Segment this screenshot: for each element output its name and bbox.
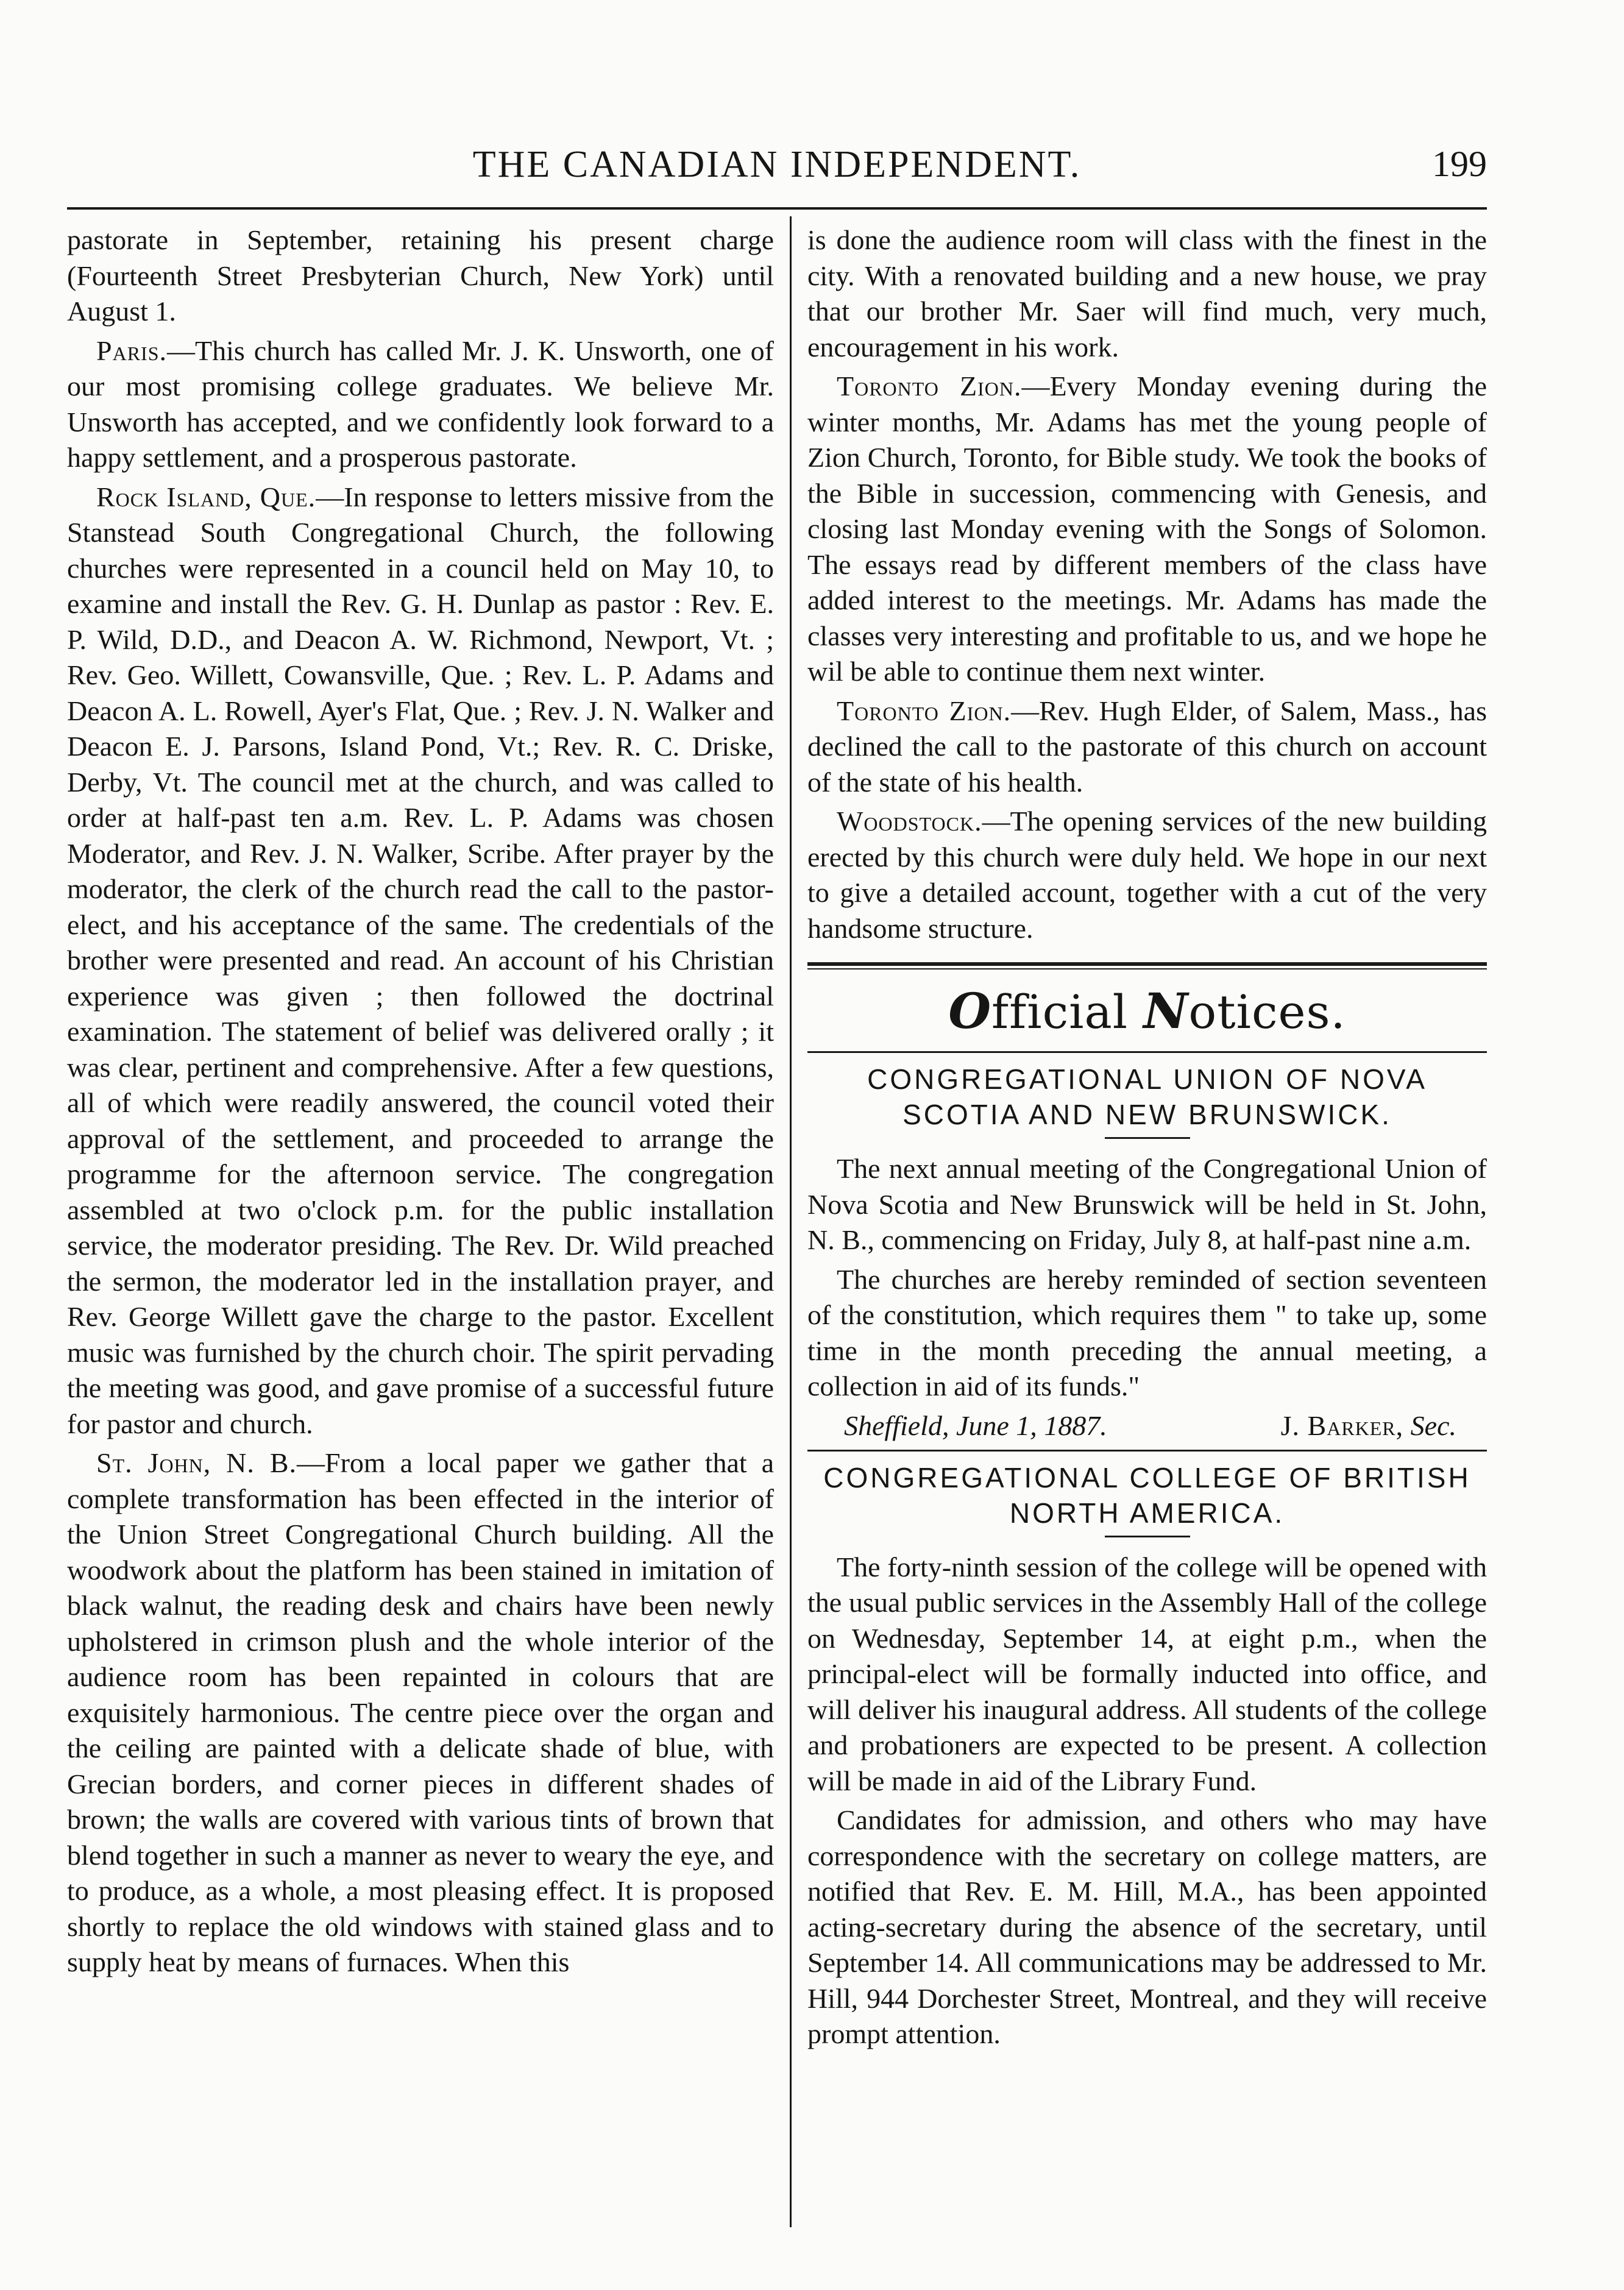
item-lead: St. John, N. B. xyxy=(96,1447,297,1478)
signature-person: J. Barker, xyxy=(1280,1409,1404,1441)
notice-heading xyxy=(807,1062,1487,1132)
item-text: —Every Monday evening during the winter months, Mr. Adams has met the young people of Zion Church, Toronto, for Bible study. We took the books of the Bible in succession, commencing with Genesis, and closing last Monday evening with the Songs of Solomon. The essays read by different members of the class have added interest to the meetings. Mr. Adams has made the classes very interesting and profitable to us, and we hope he wil be able to continue them next winter. xyxy=(807,370,1487,687)
title-initial: N xyxy=(1143,982,1189,1040)
notice-heading-line: SCOTIA AND NEW BRUNSWICK. xyxy=(902,1099,1392,1130)
item-text: —Rev. Hugh Elder, of Salem, Mass., has declined the call to the pastorate of this church on account of the state of his health. xyxy=(807,695,1487,798)
column-divider xyxy=(790,216,792,2227)
title-text: otices. xyxy=(1188,985,1346,1039)
title-initial: O xyxy=(948,982,992,1040)
page-number: 199 xyxy=(1432,144,1487,184)
notice-heading-line: NORTH AMERICA. xyxy=(1009,1497,1285,1529)
notice-paragraph: The churches are hereby reminded of section seventeen of the constitution, which requires them " to take up, some time in the month preceding the annual meeting, a collection in aid of its funds." xyxy=(807,1263,1487,1402)
left-column xyxy=(67,222,774,1984)
item-text: —From a local paper we gather that a complete transformation has been effected in the interior of the Union Street Congregational Church building. All the woodwork about the platform has been stained in imitation of black walnut, the reading desk and chairs have been newly upholstered in crimson plush and the whole interior of the audience room has been repainted in colours that are exquisitely harmonious. The centre piece over the organ and the ceiling are painted with a delicate shade of blue, with Grecian borders, and corner pieces in different shades of brown; the walls are covered with various tints of brown that blend together in such a manner as never to weary the eye, and to produce, as a whole, a most pleasing effect. It is proposed shortly to replace the old windows with stained glass and to supply heat by means of furnaces. When this xyxy=(67,1447,774,1977)
official-notices-title xyxy=(807,982,1487,1041)
notice-paragraph: The forty-ninth session of the college will be opened with the usual public services in the Assembly Hall of the college on Wednesday, September 14, at eight p.m., when the principal-elect will be formally inducted into office, and will deliver his inaugural address. All students of the college and probationers are expected to be present. A collection will be made in aid of the Library Fund. xyxy=(807,1551,1487,1796)
notice-paragraph: Candidates for admission, and others who may have correspondence with the secretary on college matters, are notified that Rev. E. M. Hill, M.A., has been appointed acting-secretary during the absence of the secretary, until September 14. All communications may be addressed to Mr. Hill, 944 Dorchester Street, Montreal, and they will receive prompt attention. xyxy=(807,1804,1487,2049)
article-continuation: is done the audience room will class with the finest in the city. With a renovated building and a new house, we pray that our brother Mr. Saer will find much, very much, encouragement in his work. xyxy=(807,224,1487,363)
notice-heading-line: CONGREGATIONAL UNION OF NOVA xyxy=(867,1063,1427,1095)
section-divider xyxy=(807,962,1487,970)
short-rule xyxy=(1105,1536,1190,1537)
item-lead: Paris. xyxy=(96,335,167,366)
news-item-toronto-zion-1 xyxy=(807,369,1487,690)
notice-nova-scotia-union xyxy=(807,1062,1487,1444)
signature-place-date: Sheffield, June 1, 1887. xyxy=(844,1409,1107,1441)
article-continuation: pastorate in September, retaining his present charge (Fourteenth Street Presbyterian Church, New York) until August 1. xyxy=(67,224,774,327)
item-lead: Toronto Zion. xyxy=(837,695,1012,726)
item-lead: Rock Island, Que. xyxy=(96,481,316,512)
news-item-paris xyxy=(67,333,774,476)
item-lead: Toronto Zion. xyxy=(837,370,1022,402)
item-text: —In response to letters missive from the Stanstead South Congregational Church, the following churches were represented in a council held on May 10, to examine and install the Rev. G. H. Dunlap as pastor : Rev. E. P. Wild, D.D., and Deacon A. W. Richmond, Newport, Vt. ; Rev. Geo. Willett, Cowansville, Que. ; Rev. L. P. Adams and Deacon A. L. Rowell, Ayer's Flat, Que. ; Rev. J. N. Walker and Deacon E. J. Parsons, Island Pond, Vt.; Rev. R. C. Driske, Derby, Vt. The council met at the church, and was called to order at half-past ten a.m. Rev. L. P. Adams was chosen Moderator, and Rev. J. N. Walker, Scribe. After prayer by the moderator, the clerk of the church read the call to the pastor-elect, and his acceptance of the same. The credentials of the brother were presented and read. An account of his Christian experience was given ; then followed the doctrinal examination. The statement of belief was delivered orally ; it was clear, pertinent and comprehensive. After a few questions, all of which were readily answered, the council voted their approval of the settlement, and proceeded to arrange the programme for the afternoon service. The congregation assembled at two o'clock p.m. for the public installation service, the moderator presiding. The Rev. Dr. Wild preached the sermon, the moderator led in the installation prayer, and Rev. George Willett gave the charge to the pastor. Excellent music was furnished by the church choir. The spirit pervading the meeting was good, and gave promise of a successful future for pastor and church. xyxy=(67,481,774,1439)
notice-divider xyxy=(807,1051,1487,1053)
news-item-woodstock xyxy=(807,804,1487,946)
news-item-st-john xyxy=(67,1445,774,1980)
notice-heading-line: CONGREGATIONAL COLLEGE OF BRITISH xyxy=(823,1461,1471,1494)
item-lead: Woodstock. xyxy=(837,806,982,837)
title-text: fficial xyxy=(991,985,1144,1039)
notice-heading xyxy=(807,1460,1487,1531)
notice-signature xyxy=(807,1408,1487,1444)
header-rule xyxy=(67,207,1487,210)
short-rule xyxy=(1105,1137,1190,1139)
running-head xyxy=(67,131,1487,198)
news-item-toronto-zion-2 xyxy=(807,693,1487,801)
news-item-rock-island xyxy=(67,480,774,1442)
journal-title: THE CANADIAN INDEPENDENT. xyxy=(472,144,1082,185)
item-text: —The opening services of the new building erected by this church were duly held. We hope in our next to give a detailed account, together with a cut of the very handsome structure. xyxy=(807,806,1487,944)
notice-divider xyxy=(807,1450,1487,1452)
signature-title: Sec. xyxy=(1410,1409,1456,1441)
item-text: —This church has called Mr. J. K. Unsworth, one of our most promising college graduates. We believe Mr. Unsworth has accepted, and we confidently look forward to a happy settlement, and a prosperous pastorate. xyxy=(67,335,774,473)
notice-paragraph: The next annual meeting of the Congregational Union of Nova Scotia and New Brunswick will be held in St. John, N. B., commencing on Friday, July 8, at half-past nine a.m. xyxy=(807,1153,1487,1255)
right-column xyxy=(807,222,1487,2056)
signature-name xyxy=(1281,1408,1456,1444)
notice-college-british-north-america xyxy=(807,1460,1487,2052)
